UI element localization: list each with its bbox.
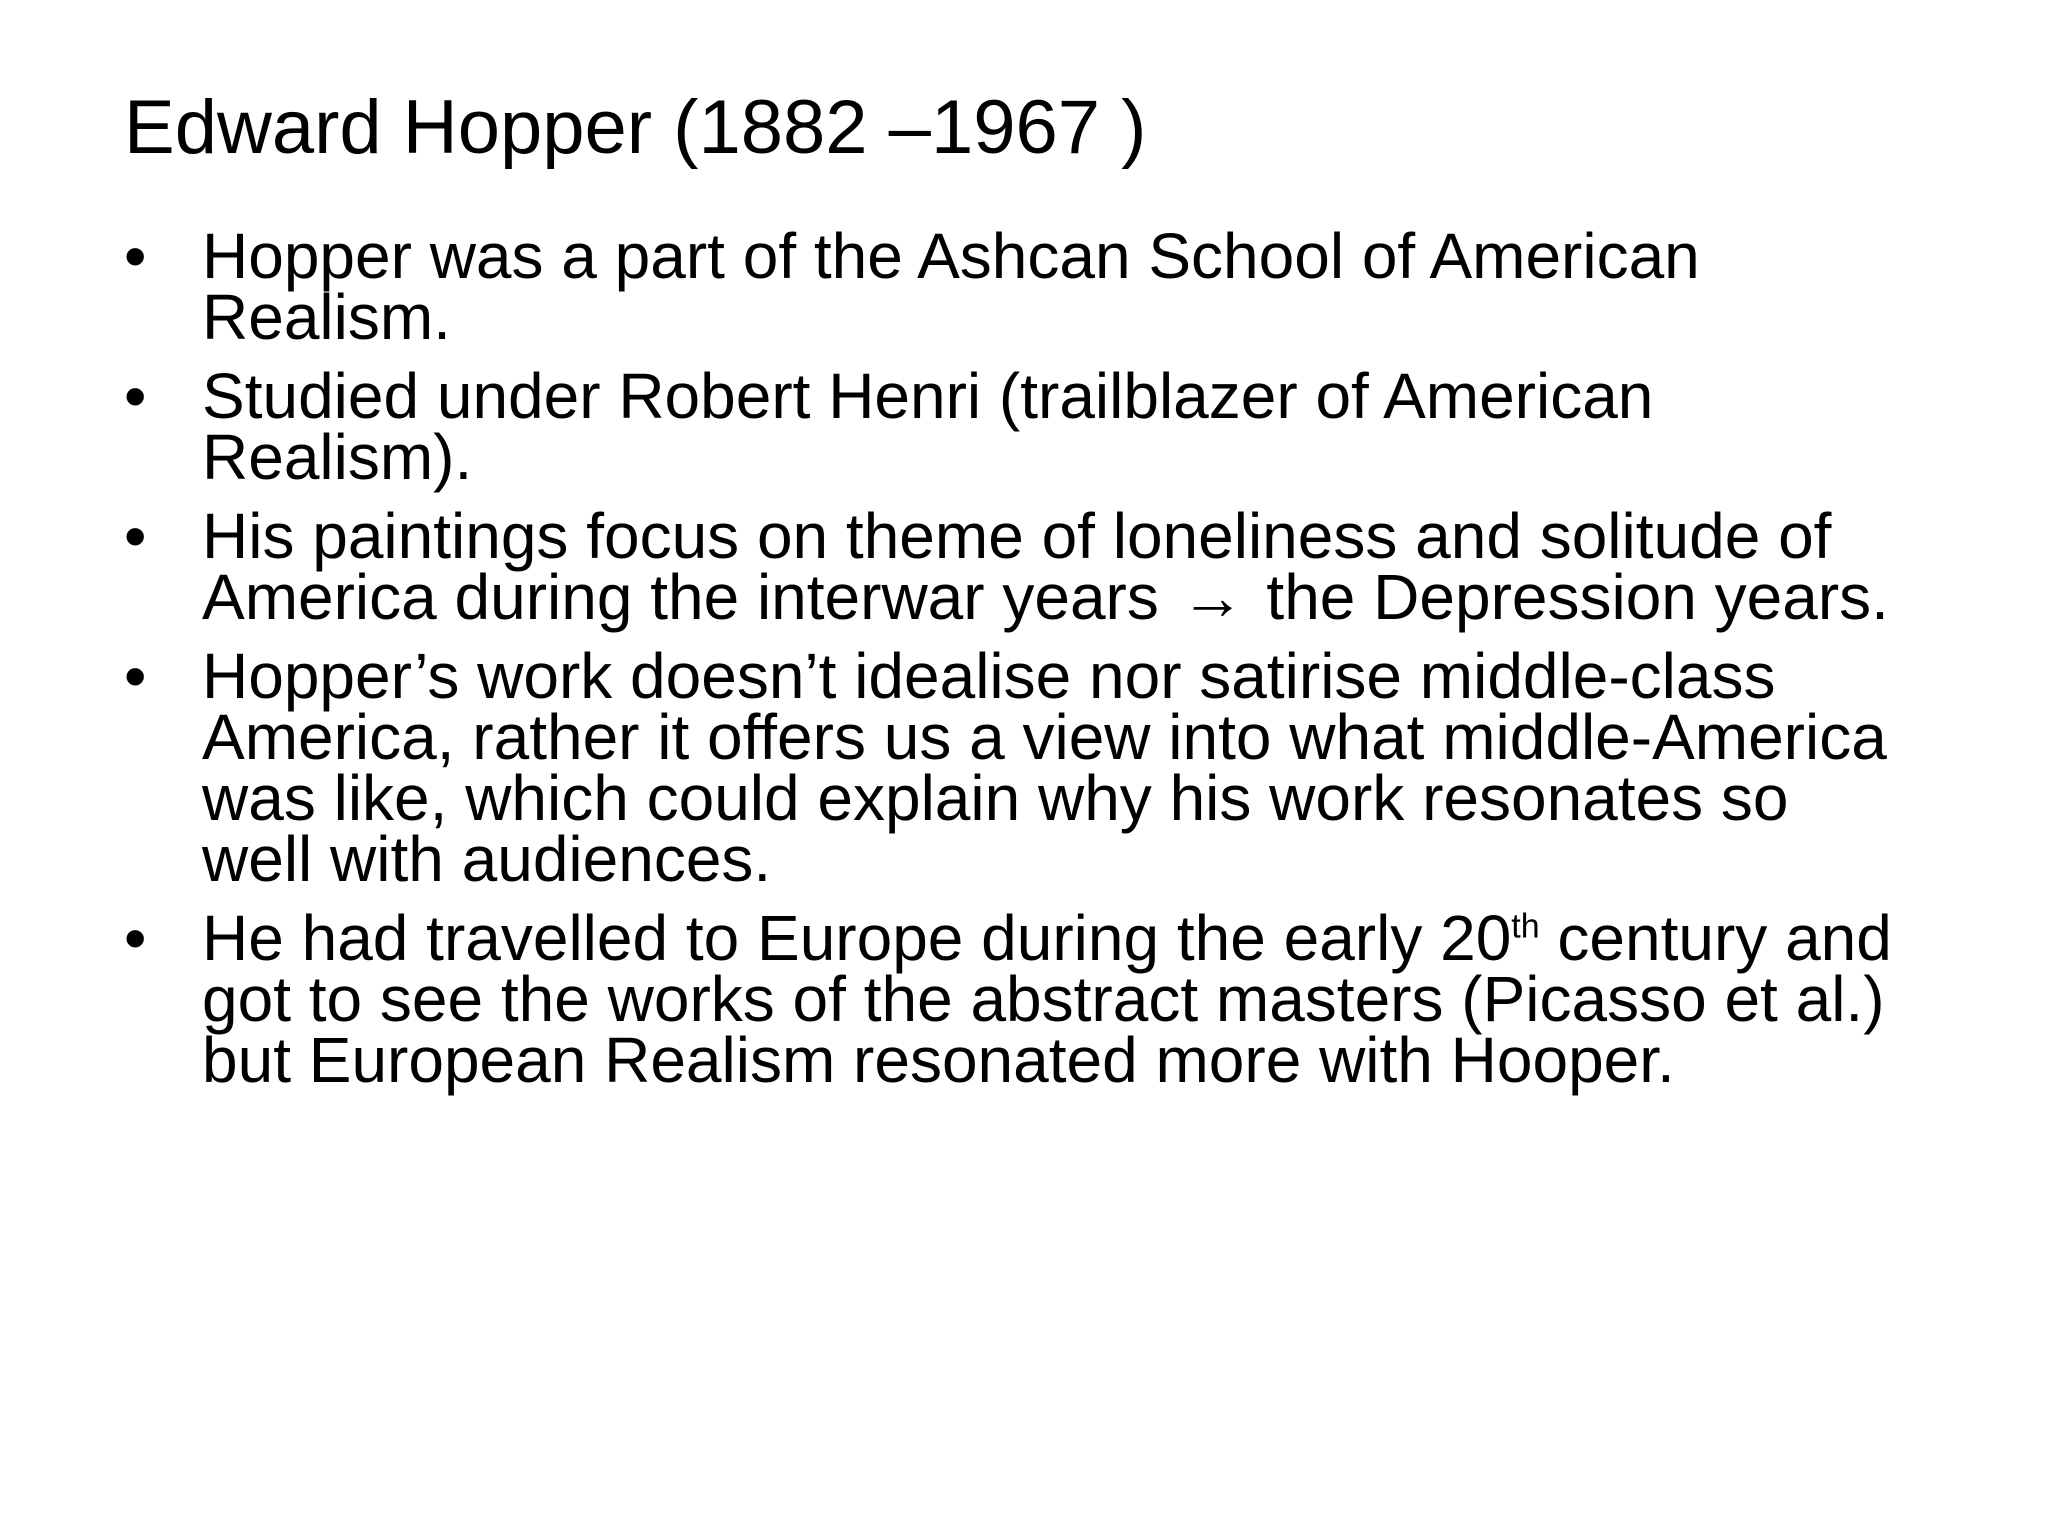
bullet-glyph: • bbox=[124, 220, 147, 292]
bullet-item bbox=[124, 220, 1914, 353]
bullet-text: Hopper was a part of the Ashcan School of American Realism. bbox=[202, 220, 1700, 353]
bullet-text-after-arrow: the Depression years. bbox=[1266, 561, 1889, 633]
slide-title: Edward Hopper (1882 –1967 ) bbox=[124, 85, 1147, 170]
bullet-item bbox=[124, 640, 1914, 895]
bullet-glyph: • bbox=[124, 640, 147, 712]
ordinal-superscript: th bbox=[1511, 907, 1540, 946]
bullet-text-after-superscript: century and got to see the works of the abstract masters (Picasso et al.) but European Realism resonated more with Hooper. bbox=[202, 902, 1892, 1096]
bullet-glyph: • bbox=[124, 902, 147, 974]
bullet-item bbox=[124, 360, 1914, 493]
bullet-list bbox=[124, 220, 1914, 1109]
bullet-text-before-arrow: His paintings focus on theme of loneliness and solitude of America during the interwar years bbox=[202, 500, 1832, 633]
bullet-item bbox=[124, 500, 1914, 633]
bullet-text: Studied under Robert Henri (trailblazer of American Realism). bbox=[202, 360, 1654, 493]
bullet-text-before-superscript: He had travelled to Europe during the early 20 bbox=[202, 902, 1512, 974]
bullet-glyph: • bbox=[124, 500, 147, 572]
bullet-glyph: • bbox=[124, 360, 147, 432]
bullet-text: Hopper’s work doesn’t idealise nor satirise middle-class America, rather it offers us a view into what middle-America was like, which could explain why his work resonates so well with audiences. bbox=[202, 640, 1887, 895]
bullet-item bbox=[124, 902, 1914, 1096]
right-arrow-icon: → bbox=[1180, 561, 1245, 633]
